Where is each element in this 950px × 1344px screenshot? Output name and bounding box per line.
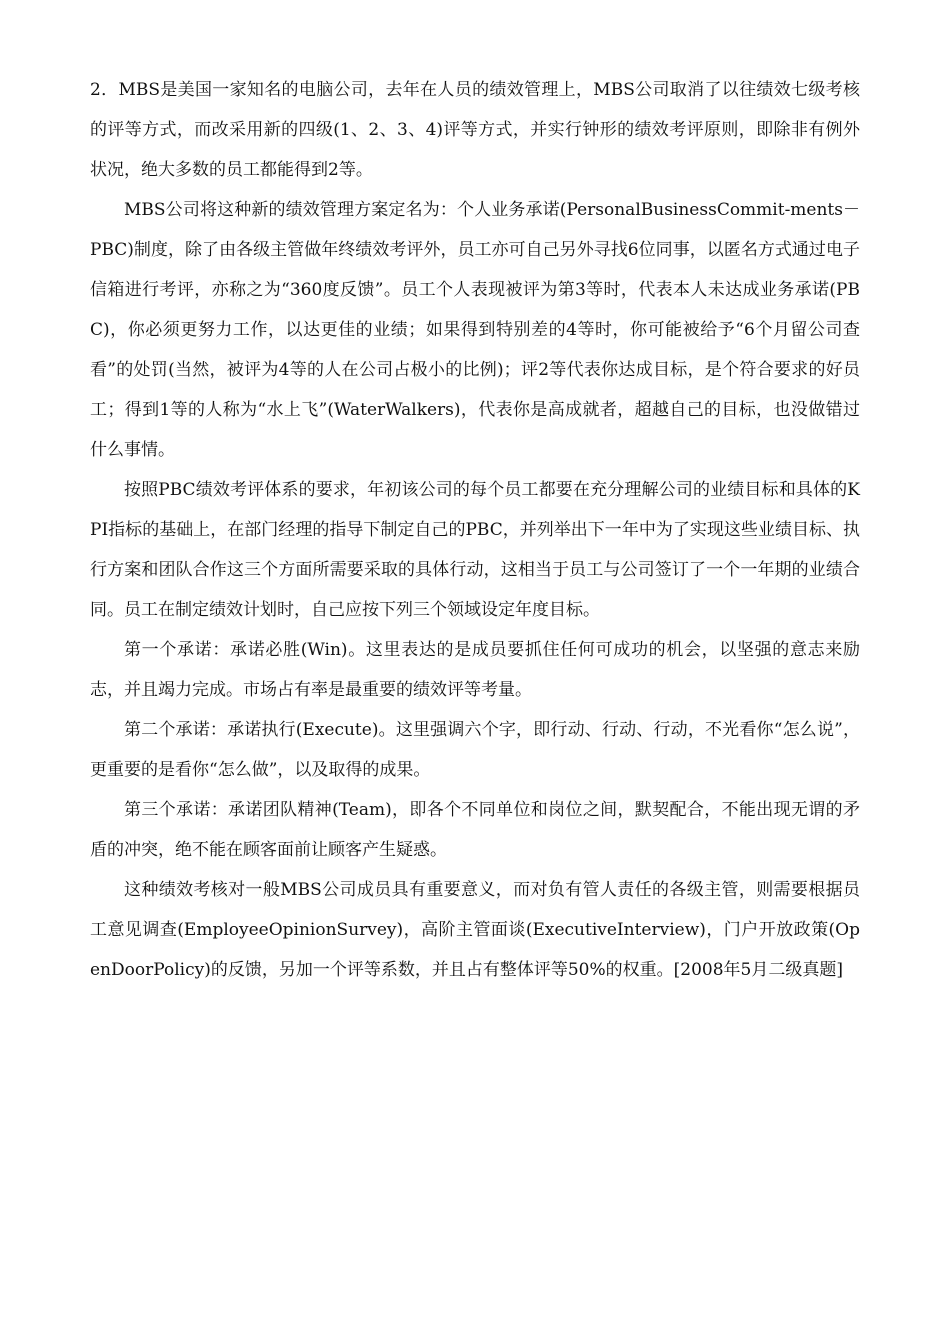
pbc-description-paragraph: MBS公司将这种新的绩效管理方案定名为：个人业务承诺(PersonalBusinessCommit-ments－PBC)制度，除了由各级主管做年终绩效考评外，员工亦可自己另外寻找6位同事，以匿名方式通过电子信箱进行考评，亦称之为“360度反馈”。员工个人表现被评为第3等时，代表本人未达成业务承诺(PBC)，你必须更努力工作，以达更佳的业绩；如果得到特别差的4等时，你可能被给予“6个月留公司查看”的处罚(当然，被评为4等的人在公司占极小的比例)；评2等代表你达成目标，是个符合要求的好员工；得到1等的人称为“水上飞”(WaterWalkers)，代表你是高成就者，超越自己的目标，也没做错过什么事情。 (90, 200, 860, 460)
commitment-team-paragraph: 第三个承诺：承诺团队精神(Team)，即各个不同单位和岗位之间，默契配合，不能出现无谓的矛盾的冲突，绝不能在顾客面前让顾客产生疑惑。 (90, 800, 860, 860)
pbc-requirements-paragraph: 按照PBC绩效考评体系的要求，年初该公司的每个员工都要在充分理解公司的业绩目标和具体的KPI指标的基础上，在部门经理的指导下制定自己的PBC，并列举出下一年中为了实现这些业绩目标、执行方案和团队合作这三个方面所需要采取的具体行动，这相当于员工与公司签订了一个一年期的业绩合同。员工在制定绩效计划时，自己应按下列三个领域设定年度目标。 (90, 480, 860, 620)
commitment-execute-paragraph: 第二个承诺：承诺执行(Execute)。这里强调六个字，即行动、行动、行动，不光看你“怎么说”，更重要的是看你“怎么做”，以及取得的成果。 (90, 720, 860, 780)
document-page (90, 70, 860, 990)
manager-evaluation-paragraph: 这种绩效考核对一般MBS公司成员具有重要意义，而对负有管人责任的各级主管，则需要根据员工意见调查(EmployeeOpinionSurvey)，高阶主管面谈(ExecutiveInterview)，门户开放政策(OpenDoorPolicy)的反馈，另加一个评等系数，并且占有整体评等50%的权重。[2008年5月二级真题] (90, 880, 860, 980)
commitment-win-paragraph: 第一个承诺：承诺必胜(Win)。这里表达的是成员要抓住任何可成功的机会，以坚强的意志来励志，并且竭力完成。市场占有率是最重要的绩效评等考量。 (90, 640, 860, 700)
question-paragraph: 2．MBS是美国一家知名的电脑公司，去年在人员的绩效管理上，MBS公司取消了以往绩效七级考核的评等方式，而改采用新的四级(1、2、3、4)评等方式，并实行钟形的绩效考评原则，即除非有例外状况，绝大多数的员工都能得到2等。 (90, 80, 860, 180)
